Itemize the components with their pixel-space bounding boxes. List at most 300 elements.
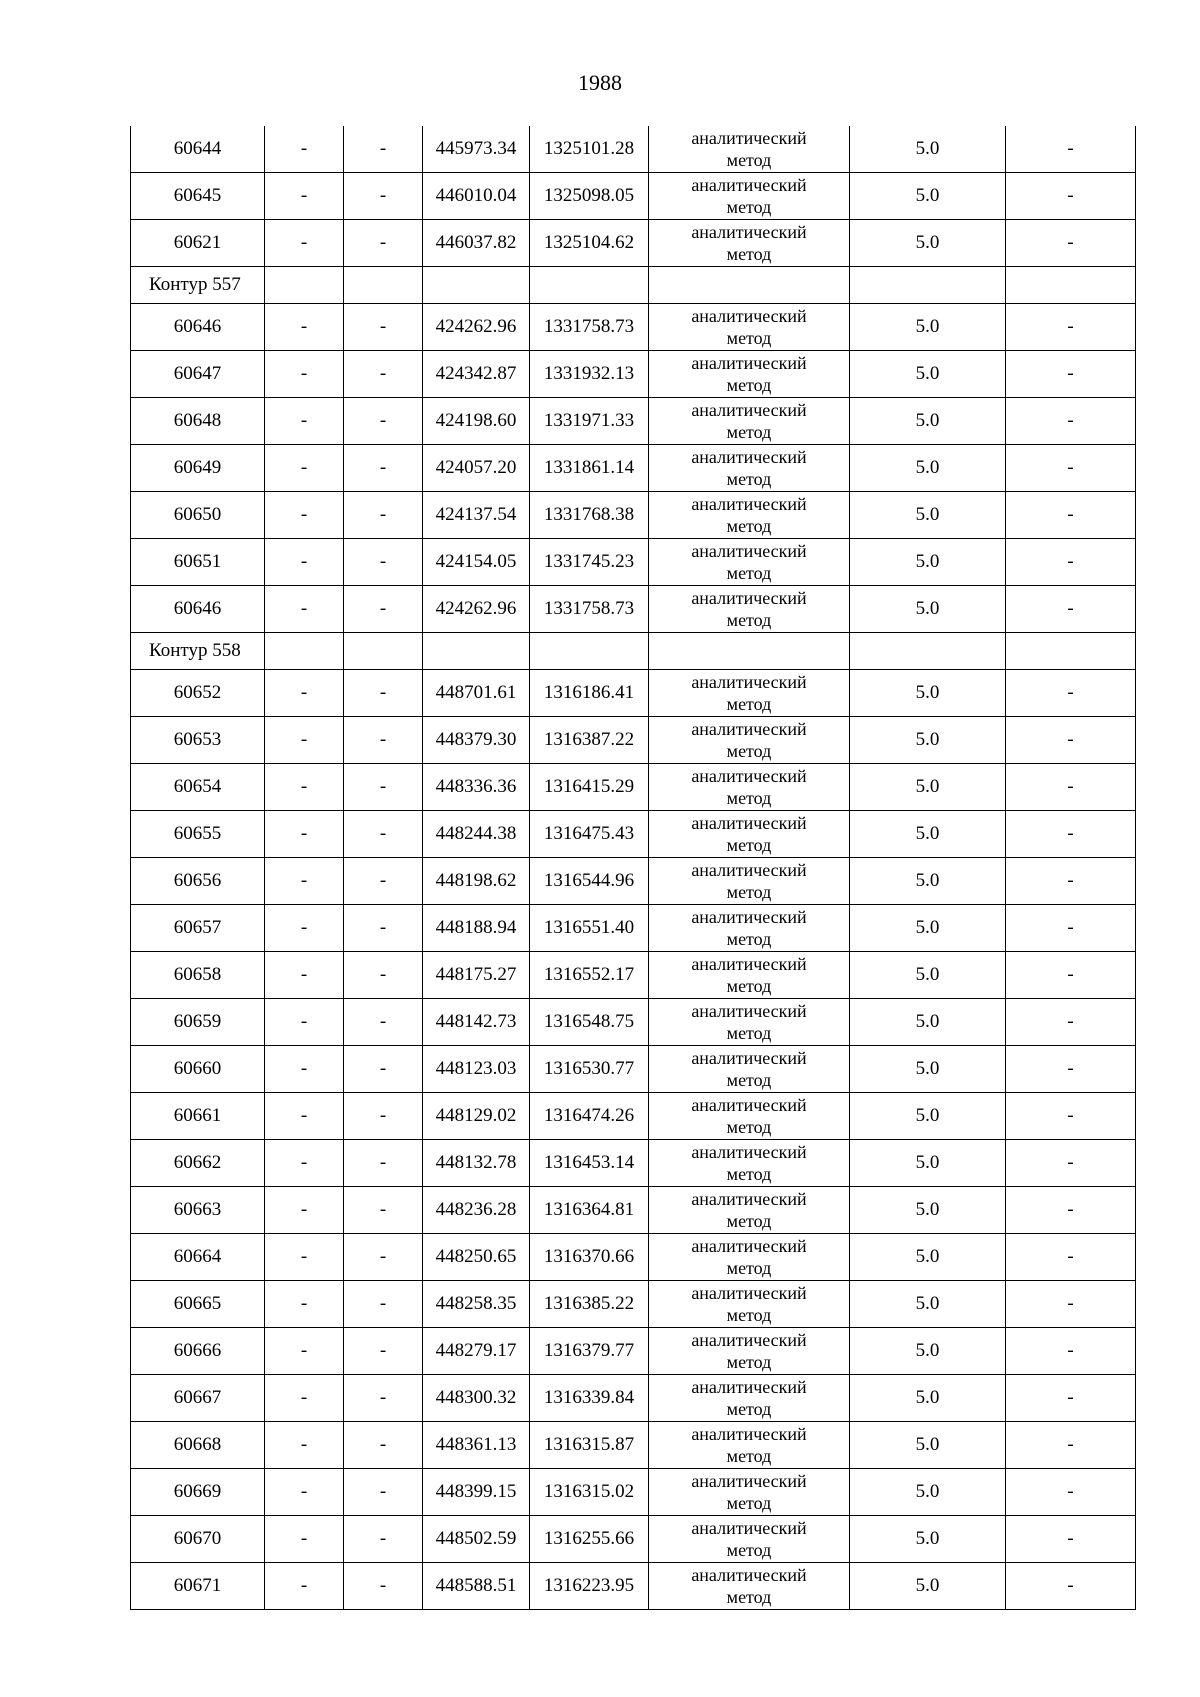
dash-cell: -	[265, 952, 344, 999]
dash-cell: -	[265, 858, 344, 905]
dash-cell: -	[1006, 1563, 1136, 1610]
method-text-line2: метод	[726, 244, 772, 264]
method-text-line1: аналитический	[691, 907, 807, 927]
y-coordinate-cell: 1316552.17	[530, 952, 649, 999]
dash-cell: -	[265, 304, 344, 351]
x-coordinate-cell: 424198.60	[423, 398, 530, 445]
method-text-line1: аналитический	[691, 672, 807, 692]
method-text-line1: аналитический	[691, 1001, 807, 1021]
empty-cell	[344, 633, 423, 670]
empty-cell	[850, 633, 1006, 670]
dash-cell: -	[265, 1328, 344, 1375]
dash-cell: -	[1006, 858, 1136, 905]
empty-cell	[265, 267, 344, 304]
y-coordinate-cell: 1316551.40	[530, 905, 649, 952]
dash-cell: -	[344, 304, 423, 351]
accuracy-cell: 5.0	[850, 304, 1006, 351]
dash-cell: -	[265, 717, 344, 764]
method-text-line2: метод	[726, 1446, 772, 1466]
dash-cell: -	[265, 351, 344, 398]
dash-cell: -	[265, 1422, 344, 1469]
accuracy-cell: 5.0	[850, 126, 1006, 173]
table-row	[131, 905, 1136, 952]
table-row	[131, 670, 1136, 717]
accuracy-cell: 5.0	[850, 1281, 1006, 1328]
x-coordinate-cell: 448588.51	[423, 1563, 530, 1610]
x-coordinate-cell: 448300.32	[423, 1375, 530, 1422]
table-row	[131, 126, 1136, 173]
dash-cell: -	[344, 1187, 423, 1234]
method-text-line1: аналитический	[691, 1142, 807, 1162]
table-row	[131, 811, 1136, 858]
method-text-line1: аналитический	[691, 175, 807, 195]
x-coordinate-cell: 424137.54	[423, 492, 530, 539]
dash-cell: -	[344, 670, 423, 717]
dash-cell: -	[344, 398, 423, 445]
dash-cell: -	[1006, 1140, 1136, 1187]
y-coordinate-cell: 1316315.87	[530, 1422, 649, 1469]
point-id-cell: 60663	[131, 1187, 265, 1234]
dash-cell: -	[344, 220, 423, 267]
y-coordinate-cell: 1316364.81	[530, 1187, 649, 1234]
contour-header-row	[131, 267, 1136, 304]
y-coordinate-cell: 1316186.41	[530, 670, 649, 717]
dash-cell: -	[1006, 351, 1136, 398]
dash-cell: -	[265, 905, 344, 952]
dash-cell: -	[265, 1469, 344, 1516]
dash-cell: -	[344, 1140, 423, 1187]
dash-cell: -	[265, 445, 344, 492]
table-row	[131, 220, 1136, 267]
method-text-line2: метод	[726, 1352, 772, 1372]
dash-cell: -	[344, 952, 423, 999]
table-row	[131, 304, 1136, 351]
point-id-cell: 60662	[131, 1140, 265, 1187]
dash-cell: -	[344, 1469, 423, 1516]
accuracy-cell: 5.0	[850, 905, 1006, 952]
method-cell	[649, 905, 850, 952]
table-row	[131, 1563, 1136, 1610]
dash-cell: -	[1006, 1234, 1136, 1281]
y-coordinate-cell: 1325098.05	[530, 173, 649, 220]
empty-cell	[423, 633, 530, 670]
method-cell	[649, 126, 850, 173]
dash-cell: -	[344, 1328, 423, 1375]
x-coordinate-cell: 448336.36	[423, 764, 530, 811]
accuracy-cell: 5.0	[850, 1046, 1006, 1093]
empty-cell	[530, 267, 649, 304]
method-text-line1: аналитический	[691, 1518, 807, 1538]
x-coordinate-cell: 448701.61	[423, 670, 530, 717]
dash-cell: -	[1006, 1093, 1136, 1140]
method-text-line2: метод	[726, 422, 772, 442]
point-id-cell: 60648	[131, 398, 265, 445]
y-coordinate-cell: 1316315.02	[530, 1469, 649, 1516]
accuracy-cell: 5.0	[850, 1328, 1006, 1375]
method-text-line2: метод	[726, 1164, 772, 1184]
method-text-line1: аналитический	[691, 494, 807, 514]
table-row	[131, 1375, 1136, 1422]
table-row	[131, 1046, 1136, 1093]
y-coordinate-cell: 1316370.66	[530, 1234, 649, 1281]
y-coordinate-cell: 1331932.13	[530, 351, 649, 398]
method-cell	[649, 1563, 850, 1610]
point-id-cell: 60647	[131, 351, 265, 398]
method-cell	[649, 1328, 850, 1375]
dash-cell: -	[265, 539, 344, 586]
method-text-line2: метод	[726, 1305, 772, 1325]
accuracy-cell: 5.0	[850, 445, 1006, 492]
table-row	[131, 717, 1136, 764]
x-coordinate-cell: 445973.34	[423, 126, 530, 173]
contour-header-row	[131, 633, 1136, 670]
method-cell	[649, 492, 850, 539]
point-id-cell: 60657	[131, 905, 265, 952]
dash-cell: -	[1006, 126, 1136, 173]
dash-cell: -	[344, 445, 423, 492]
table-row	[131, 492, 1136, 539]
method-cell	[649, 173, 850, 220]
method-cell	[649, 351, 850, 398]
method-text-line1: аналитический	[691, 1189, 807, 1209]
y-coordinate-cell: 1316544.96	[530, 858, 649, 905]
method-text-line2: метод	[726, 1211, 772, 1231]
method-cell	[649, 1234, 850, 1281]
point-id-cell: 60654	[131, 764, 265, 811]
dash-cell: -	[265, 1563, 344, 1610]
dash-cell: -	[265, 1093, 344, 1140]
dash-cell: -	[1006, 1469, 1136, 1516]
method-text-line2: метод	[726, 1587, 772, 1607]
method-text-line2: метод	[726, 1258, 772, 1278]
dash-cell: -	[1006, 1046, 1136, 1093]
method-text-line1: аналитический	[691, 306, 807, 326]
x-coordinate-cell: 448123.03	[423, 1046, 530, 1093]
dash-cell: -	[344, 764, 423, 811]
accuracy-cell: 5.0	[850, 586, 1006, 633]
method-text-line1: аналитический	[691, 222, 807, 242]
dash-cell: -	[1006, 586, 1136, 633]
dash-cell: -	[344, 539, 423, 586]
dash-cell: -	[265, 586, 344, 633]
method-text-line2: метод	[726, 516, 772, 536]
point-id-cell: 60655	[131, 811, 265, 858]
accuracy-cell: 5.0	[850, 539, 1006, 586]
point-id-cell: 60669	[131, 1469, 265, 1516]
point-id-cell: 60660	[131, 1046, 265, 1093]
dash-cell: -	[265, 492, 344, 539]
x-coordinate-cell: 446010.04	[423, 173, 530, 220]
table-row	[131, 445, 1136, 492]
method-text-line1: аналитический	[691, 860, 807, 880]
empty-cell	[344, 267, 423, 304]
y-coordinate-cell: 1331861.14	[530, 445, 649, 492]
dash-cell: -	[344, 717, 423, 764]
method-cell	[649, 1187, 850, 1234]
table-row	[131, 1516, 1136, 1563]
method-cell	[649, 952, 850, 999]
accuracy-cell: 5.0	[850, 1093, 1006, 1140]
y-coordinate-cell: 1316474.26	[530, 1093, 649, 1140]
method-cell	[649, 999, 850, 1046]
method-text-line2: метод	[726, 882, 772, 902]
dash-cell: -	[344, 586, 423, 633]
point-id-cell: 60661	[131, 1093, 265, 1140]
accuracy-cell: 5.0	[850, 398, 1006, 445]
method-cell	[649, 1516, 850, 1563]
method-text-line2: метод	[726, 563, 772, 583]
method-cell	[649, 1281, 850, 1328]
method-text-line1: аналитический	[691, 954, 807, 974]
y-coordinate-cell: 1316548.75	[530, 999, 649, 1046]
table-row	[131, 1234, 1136, 1281]
x-coordinate-cell: 448258.35	[423, 1281, 530, 1328]
method-text-line2: метод	[726, 150, 772, 170]
dash-cell: -	[265, 670, 344, 717]
method-text-line1: аналитический	[691, 1377, 807, 1397]
point-id-cell: 60646	[131, 304, 265, 351]
dash-cell: -	[1006, 173, 1136, 220]
point-id-cell: 60659	[131, 999, 265, 1046]
table-row	[131, 858, 1136, 905]
point-id-cell: 60671	[131, 1563, 265, 1610]
accuracy-cell: 5.0	[850, 717, 1006, 764]
method-cell	[649, 811, 850, 858]
method-cell	[649, 445, 850, 492]
method-cell	[649, 670, 850, 717]
dash-cell: -	[1006, 717, 1136, 764]
y-coordinate-cell: 1325104.62	[530, 220, 649, 267]
dash-cell: -	[1006, 670, 1136, 717]
dash-cell: -	[1006, 398, 1136, 445]
x-coordinate-cell: 424342.87	[423, 351, 530, 398]
method-text-line2: метод	[726, 1070, 772, 1090]
method-text-line1: аналитический	[691, 1236, 807, 1256]
dash-cell: -	[1006, 1422, 1136, 1469]
table-row	[131, 1328, 1136, 1375]
contour-label: Контур 557	[131, 267, 265, 304]
dash-cell: -	[1006, 952, 1136, 999]
dash-cell: -	[265, 1140, 344, 1187]
x-coordinate-cell: 448250.65	[423, 1234, 530, 1281]
point-id-cell: 60644	[131, 126, 265, 173]
table-row	[131, 1422, 1136, 1469]
empty-cell	[850, 267, 1006, 304]
dash-cell: -	[1006, 1281, 1136, 1328]
method-text-line2: метод	[726, 610, 772, 630]
y-coordinate-cell: 1316453.14	[530, 1140, 649, 1187]
method-cell	[649, 1469, 850, 1516]
x-coordinate-cell: 448236.28	[423, 1187, 530, 1234]
method-text-line2: метод	[726, 694, 772, 714]
accuracy-cell: 5.0	[850, 999, 1006, 1046]
point-id-cell: 60645	[131, 173, 265, 220]
dash-cell: -	[265, 398, 344, 445]
empty-cell	[649, 633, 850, 670]
x-coordinate-cell: 424057.20	[423, 445, 530, 492]
dash-cell: -	[344, 858, 423, 905]
x-coordinate-cell: 448132.78	[423, 1140, 530, 1187]
method-cell	[649, 539, 850, 586]
point-id-cell: 60651	[131, 539, 265, 586]
method-text-line1: аналитический	[691, 1283, 807, 1303]
empty-cell	[530, 633, 649, 670]
x-coordinate-cell: 448129.02	[423, 1093, 530, 1140]
y-coordinate-cell: 1316387.22	[530, 717, 649, 764]
point-id-cell: 60658	[131, 952, 265, 999]
point-id-cell: 60665	[131, 1281, 265, 1328]
method-text-line2: метод	[726, 375, 772, 395]
dash-cell: -	[344, 999, 423, 1046]
method-cell	[649, 858, 850, 905]
method-text-line1: аналитический	[691, 1424, 807, 1444]
dash-cell: -	[1006, 1328, 1136, 1375]
method-text-line2: метод	[726, 1399, 772, 1419]
method-text-line2: метод	[726, 1540, 772, 1560]
y-coordinate-cell: 1316379.77	[530, 1328, 649, 1375]
dash-cell: -	[344, 173, 423, 220]
dash-cell: -	[344, 1563, 423, 1610]
dash-cell: -	[1006, 1516, 1136, 1563]
dash-cell: -	[344, 126, 423, 173]
table-row	[131, 1469, 1136, 1516]
point-id-cell: 60650	[131, 492, 265, 539]
method-text-line1: аналитический	[691, 588, 807, 608]
accuracy-cell: 5.0	[850, 1563, 1006, 1610]
dash-cell: -	[344, 1516, 423, 1563]
dash-cell: -	[344, 351, 423, 398]
dash-cell: -	[265, 999, 344, 1046]
accuracy-cell: 5.0	[850, 351, 1006, 398]
x-coordinate-cell: 424262.96	[423, 586, 530, 633]
dash-cell: -	[1006, 999, 1136, 1046]
dash-cell: -	[1006, 220, 1136, 267]
point-id-cell: 60667	[131, 1375, 265, 1422]
dash-cell: -	[344, 811, 423, 858]
y-coordinate-cell: 1316385.22	[530, 1281, 649, 1328]
accuracy-cell: 5.0	[850, 1375, 1006, 1422]
page-number: 1988	[578, 70, 622, 95]
method-text-line2: метод	[726, 835, 772, 855]
dash-cell: -	[1006, 905, 1136, 952]
method-text-line1: аналитический	[691, 719, 807, 739]
dash-cell: -	[265, 811, 344, 858]
x-coordinate-cell: 448379.30	[423, 717, 530, 764]
x-coordinate-cell: 448399.15	[423, 1469, 530, 1516]
y-coordinate-cell: 1331758.73	[530, 304, 649, 351]
point-id-cell: 60664	[131, 1234, 265, 1281]
accuracy-cell: 5.0	[850, 1469, 1006, 1516]
table-row	[131, 1187, 1136, 1234]
table-row	[131, 952, 1136, 999]
method-cell	[649, 304, 850, 351]
method-text-line2: метод	[726, 1493, 772, 1513]
dash-cell: -	[344, 1422, 423, 1469]
method-text-line2: метод	[726, 469, 772, 489]
x-coordinate-cell: 424262.96	[423, 304, 530, 351]
method-text-line1: аналитический	[691, 813, 807, 833]
dash-cell: -	[344, 1093, 423, 1140]
method-text-line1: аналитический	[691, 1565, 807, 1585]
method-cell	[649, 1046, 850, 1093]
method-text-line1: аналитический	[691, 1095, 807, 1115]
method-cell	[649, 586, 850, 633]
x-coordinate-cell: 448279.17	[423, 1328, 530, 1375]
method-text-line1: аналитический	[691, 447, 807, 467]
method-text-line1: аналитический	[691, 1048, 807, 1068]
method-cell	[649, 1375, 850, 1422]
x-coordinate-cell: 448175.27	[423, 952, 530, 999]
empty-cell	[1006, 267, 1136, 304]
method-cell	[649, 398, 850, 445]
accuracy-cell: 5.0	[850, 173, 1006, 220]
table-row	[131, 999, 1136, 1046]
point-id-cell: 60653	[131, 717, 265, 764]
method-text-line1: аналитический	[691, 353, 807, 373]
empty-cell	[649, 267, 850, 304]
method-text-line2: метод	[726, 1117, 772, 1137]
empty-cell	[423, 267, 530, 304]
dash-cell: -	[265, 220, 344, 267]
method-text-line2: метод	[726, 328, 772, 348]
dash-cell: -	[265, 173, 344, 220]
dash-cell: -	[265, 764, 344, 811]
method-text-line2: метод	[726, 976, 772, 996]
accuracy-cell: 5.0	[850, 492, 1006, 539]
dash-cell: -	[1006, 445, 1136, 492]
x-coordinate-cell: 446037.82	[423, 220, 530, 267]
accuracy-cell: 5.0	[850, 1234, 1006, 1281]
contour-label: Контур 558	[131, 633, 265, 670]
dash-cell: -	[344, 1046, 423, 1093]
x-coordinate-cell: 448198.62	[423, 858, 530, 905]
accuracy-cell: 5.0	[850, 1516, 1006, 1563]
dash-cell: -	[344, 1281, 423, 1328]
table-row	[131, 173, 1136, 220]
dash-cell: -	[344, 1375, 423, 1422]
table-row	[131, 1093, 1136, 1140]
table-row	[131, 1281, 1136, 1328]
point-id-cell: 60652	[131, 670, 265, 717]
table-row	[131, 351, 1136, 398]
dash-cell: -	[265, 1234, 344, 1281]
x-coordinate-cell: 448188.94	[423, 905, 530, 952]
x-coordinate-cell: 448142.73	[423, 999, 530, 1046]
method-text-line1: аналитический	[691, 128, 807, 148]
point-id-cell: 60649	[131, 445, 265, 492]
dash-cell: -	[1006, 539, 1136, 586]
dash-cell: -	[265, 1187, 344, 1234]
y-coordinate-cell: 1316339.84	[530, 1375, 649, 1422]
accuracy-cell: 5.0	[850, 952, 1006, 999]
method-cell	[649, 1140, 850, 1187]
y-coordinate-cell: 1316223.95	[530, 1563, 649, 1610]
table-row	[131, 1140, 1136, 1187]
accuracy-cell: 5.0	[850, 764, 1006, 811]
y-coordinate-cell: 1331768.38	[530, 492, 649, 539]
method-text-line1: аналитический	[691, 400, 807, 420]
x-coordinate-cell: 448361.13	[423, 1422, 530, 1469]
dash-cell: -	[265, 1516, 344, 1563]
empty-cell	[265, 633, 344, 670]
accuracy-cell: 5.0	[850, 858, 1006, 905]
point-id-cell: 60646	[131, 586, 265, 633]
method-cell	[649, 220, 850, 267]
method-text-line2: метод	[726, 788, 772, 808]
method-text-line1: аналитический	[691, 541, 807, 561]
x-coordinate-cell: 448502.59	[423, 1516, 530, 1563]
dash-cell: -	[1006, 764, 1136, 811]
